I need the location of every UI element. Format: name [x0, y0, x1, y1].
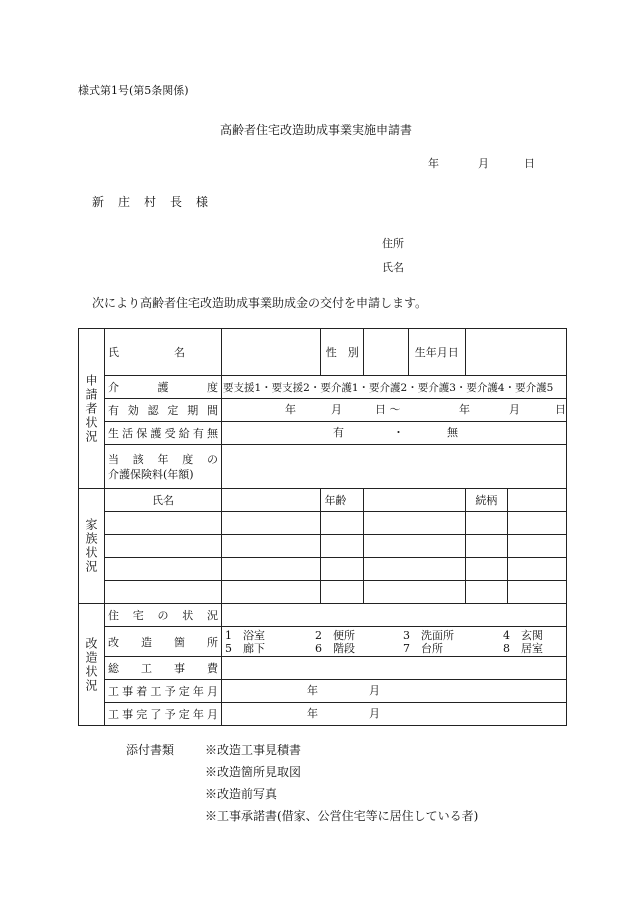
application-table	[78, 328, 567, 726]
date-month: 月	[478, 157, 489, 170]
care-level-label: 介 護 度	[105, 376, 222, 399]
end-year: 年	[307, 707, 318, 720]
form-number: 様式第1号(第5条関係)	[78, 84, 189, 97]
place-label: 改 造 箇 所	[105, 627, 222, 657]
start-month: 月	[369, 684, 380, 697]
gender-field[interactable]	[364, 329, 409, 375]
validity-label: 有効認定期間	[105, 399, 222, 422]
family-col-name: 氏名	[105, 489, 222, 512]
validity-day1: 日 ～	[375, 403, 401, 416]
family-col-blank2	[364, 489, 465, 512]
attachments-label: 添付書類	[126, 743, 175, 757]
family-col-age: 年齢	[321, 489, 364, 512]
name-label: 氏名	[382, 261, 404, 274]
welfare-yes[interactable]: 有	[333, 426, 344, 439]
validity-year1: 年	[285, 403, 296, 416]
renovation-section-label: 改造状況	[79, 604, 105, 726]
birth-field[interactable]	[465, 329, 566, 376]
date-day: 日	[524, 157, 535, 170]
family-col-blank3	[508, 489, 567, 512]
date-year: 年	[428, 157, 439, 170]
applicant-section-label: 申請者状況	[79, 329, 105, 489]
addressee: 新 庄 村 長 様	[92, 195, 210, 209]
place-3[interactable]: 3 洗面所	[403, 628, 454, 642]
address-label: 住所	[382, 237, 404, 250]
place-6[interactable]: 6 階段	[315, 641, 355, 655]
place-8[interactable]: 8 居室	[503, 641, 543, 655]
table-row[interactable]	[79, 558, 567, 581]
birth-label: 生年月日	[414, 346, 459, 359]
family-section-label: 家族状況	[79, 489, 105, 604]
welfare-dot: ・	[393, 426, 404, 439]
start-year: 年	[307, 684, 318, 697]
table-row[interactable]	[79, 512, 567, 535]
place-2[interactable]: 2 便所	[315, 628, 355, 642]
welfare-no[interactable]: 無	[447, 426, 458, 439]
validity-field[interactable]	[222, 399, 567, 422]
applicant-name-label: 氏 名	[105, 329, 222, 376]
insurance-label: 当 該 年 度 の 介護保険料(年額)	[105, 445, 222, 489]
gender-label: 性 別	[321, 329, 364, 376]
validity-month2: 月	[509, 403, 520, 416]
total-cost-label: 総 工 事 費	[105, 657, 222, 680]
end-date-field[interactable]	[222, 703, 567, 726]
validity-month1: 月	[331, 403, 342, 416]
insurance-field[interactable]	[222, 445, 567, 489]
start-date-label: 工事着工予定年月	[105, 680, 222, 703]
page-title: 高齢者住宅改造助成事業実施申請書	[220, 123, 413, 137]
validity-day2: 日	[555, 403, 566, 416]
housing-label: 住 宅 の 状 況	[105, 604, 222, 627]
family-col-relation: 続柄	[465, 489, 508, 512]
start-date-field[interactable]	[222, 680, 567, 703]
validity-year2: 年	[459, 403, 470, 416]
end-date-label: 工事完了予定年月	[105, 703, 222, 726]
list-item: ※改造箇所見取図	[205, 765, 302, 779]
end-month: 月	[369, 707, 380, 720]
total-cost-field[interactable]	[222, 657, 567, 680]
place-5[interactable]: 5 廊下	[225, 641, 265, 655]
table-row[interactable]	[79, 581, 567, 604]
place-options[interactable]	[222, 627, 567, 657]
statement: 次により高齢者住宅改造助成事業助成金の交付を申請します。	[92, 296, 428, 310]
welfare-label: 生活保護受給有無	[105, 422, 222, 445]
place-7[interactable]: 7 台所	[403, 641, 443, 655]
list-item: ※工事承諾書(借家、公営住宅等に居住している者)	[205, 809, 479, 823]
applicant-name-field[interactable]	[222, 329, 321, 376]
place-4[interactable]: 4 玄関	[503, 628, 543, 642]
housing-field[interactable]	[222, 604, 567, 627]
care-level-options[interactable]: 要支援1・要支援2・要介護1・要介護2・要介護3・要介護4・要介護5	[222, 376, 567, 399]
list-item: ※改造前写真	[205, 787, 278, 801]
attachments-list	[205, 739, 478, 827]
family-col-blank	[222, 489, 321, 512]
place-1[interactable]: 1 浴室	[225, 628, 265, 642]
list-item: ※改造工事見積書	[205, 743, 302, 757]
gender-birth-cell	[364, 329, 465, 376]
table-row[interactable]	[79, 535, 567, 558]
welfare-field[interactable]	[222, 422, 567, 445]
